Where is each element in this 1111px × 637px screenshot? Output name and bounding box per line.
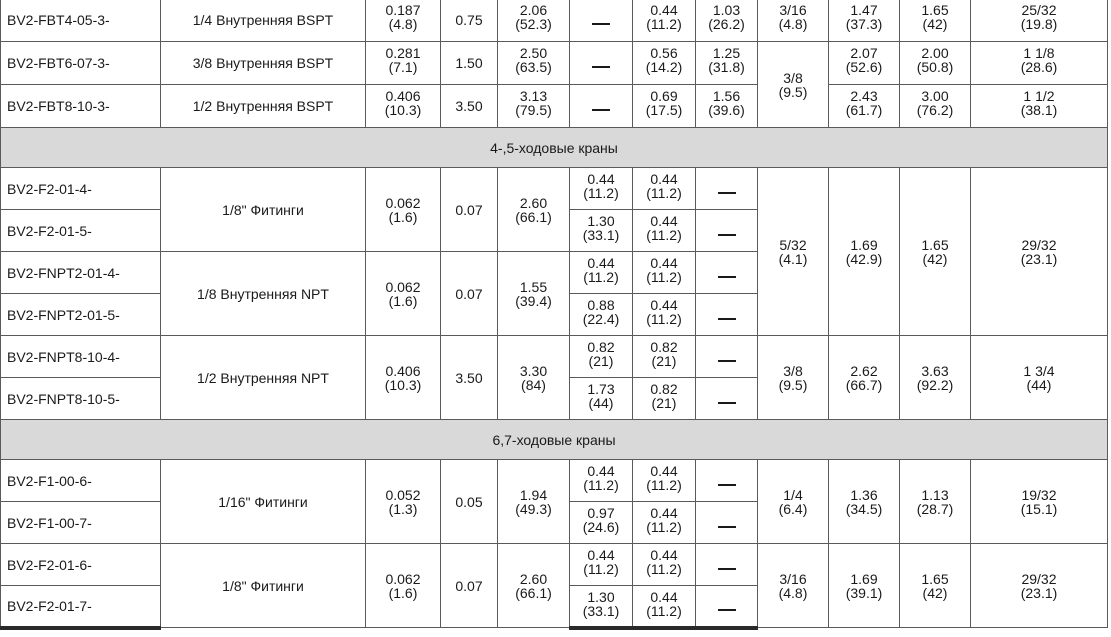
value-cell: 0.75 xyxy=(441,0,498,42)
value-cell: 0.69 (17.5) xyxy=(633,85,696,128)
value-cell: 0.062 (1.6) xyxy=(366,252,441,336)
value-cell: 2.00 (50.8) xyxy=(900,42,971,85)
value-cell: 3/16 (4.8) xyxy=(758,0,829,42)
value-cell: 1.65 (42) xyxy=(900,544,971,628)
dash-cell xyxy=(696,544,758,586)
value-cell: 0.44 (11.2) xyxy=(633,168,696,210)
dash-cell xyxy=(696,586,758,628)
section-header-row xyxy=(1,420,1108,460)
value-cell: 0.44 (11.2) xyxy=(633,0,696,42)
value-cell: 1.94 (49.3) xyxy=(498,460,570,544)
value-cell: 1 1/2 (38.1) xyxy=(971,85,1108,128)
value-cell: 0.062 (1.6) xyxy=(366,168,441,252)
part-number: BV2-F1-00-6- xyxy=(1,460,161,502)
value-cell: 0.07 xyxy=(441,544,498,628)
value-cell: 0.062 (1.6) xyxy=(366,544,441,628)
value-cell: 0.97 (24.6) xyxy=(570,502,633,544)
value-cell: 1.69 (39.1) xyxy=(829,544,900,628)
value-cell: 0.44 (11.2) xyxy=(570,168,633,210)
value-cell: 2.07 (52.6) xyxy=(829,42,900,85)
connection-description: 1/16" Фитинги xyxy=(161,460,366,544)
part-number: BV2-FNPT2-01-5- xyxy=(1,294,161,336)
value-cell: 2.60 (66.1) xyxy=(498,544,570,628)
connection-description: 1/8" Фитинги xyxy=(161,168,366,252)
value-cell: 3.30 (84) xyxy=(498,336,570,420)
value-cell: 0.82 (21) xyxy=(633,336,696,378)
dash-cell xyxy=(570,42,633,85)
value-cell: 0.07 xyxy=(441,252,498,336)
value-cell: 0.406 (10.3) xyxy=(366,85,441,128)
connection-description: 1/8 Внутренняя NPT xyxy=(161,252,366,336)
value-cell: 1.03 (26.2) xyxy=(696,0,758,42)
value-cell: 29/32 (23.1) xyxy=(971,168,1108,336)
value-cell: 25/32 (19.8) xyxy=(971,0,1108,42)
dash-cell xyxy=(696,460,758,502)
value-cell: 1.69 (42.9) xyxy=(829,168,900,336)
part-number: BV2-FBT8-10-3- xyxy=(1,85,161,128)
connection-description: 1/8" Фитинги xyxy=(161,544,366,628)
part-number: BV2-F2-01-4- xyxy=(1,168,161,210)
value-cell: 3.00 (76.2) xyxy=(900,85,971,128)
value-cell: 1.30 (33.1) xyxy=(570,586,633,628)
value-cell: 2.50 (63.5) xyxy=(498,42,570,85)
value-cell: 0.44 (11.2) xyxy=(633,586,696,628)
value-cell: 1/4 (6.4) xyxy=(758,460,829,544)
value-cell: 0.88 (22.4) xyxy=(570,294,633,336)
value-cell: 1 1/8 (28.6) xyxy=(971,42,1108,85)
value-cell: 19/32 (15.1) xyxy=(971,460,1108,544)
value-cell: 29/32 (23.1) xyxy=(971,544,1108,628)
value-cell: 0.44 (11.2) xyxy=(633,210,696,252)
part-number: BV2-F2-01-7- xyxy=(1,586,161,628)
value-cell: 0.44 (11.2) xyxy=(570,252,633,294)
dash-cell xyxy=(696,336,758,378)
value-cell: 3/8 (9.5) xyxy=(758,336,829,420)
value-cell: 1.36 (34.5) xyxy=(829,460,900,544)
value-cell: 1.13 (28.7) xyxy=(900,460,971,544)
table-row xyxy=(1,42,1108,85)
value-cell: 3.13 (79.5) xyxy=(498,85,570,128)
value-cell: 3.50 xyxy=(441,85,498,128)
table-row xyxy=(1,0,1108,42)
section-title: 6,7-ходовые краны xyxy=(1,420,1108,460)
value-cell: 0.44 (11.2) xyxy=(570,544,633,586)
section-title: 4-,5-ходовые краны xyxy=(1,128,1108,168)
part-number: BV2-F1-00-7- xyxy=(1,502,161,544)
table-row xyxy=(1,544,1108,586)
value-cell: 2.60 (66.1) xyxy=(498,168,570,252)
value-cell: 0.052 (1.3) xyxy=(366,460,441,544)
connection-description: 1/4 Внутренняя BSPT xyxy=(161,0,366,42)
part-number: BV2-FNPT8-10-4- xyxy=(1,336,161,378)
value-cell: 0.56 (14.2) xyxy=(633,42,696,85)
value-cell: 1.30 (33.1) xyxy=(570,210,633,252)
table-row xyxy=(1,460,1108,502)
value-cell: 1.55 (39.4) xyxy=(498,252,570,336)
connection-description: 3/8 Внутренняя BSPT xyxy=(161,42,366,85)
value-cell: 1.50 xyxy=(441,42,498,85)
value-cell: 1 3/4 (44) xyxy=(971,336,1108,420)
dash-cell xyxy=(570,85,633,128)
value-cell: 3/16 (4.8) xyxy=(758,544,829,628)
connection-description: 1/2 Внутренняя BSPT xyxy=(161,85,366,128)
value-cell: 1.65 (42) xyxy=(900,168,971,336)
value-cell: 0.82 (21) xyxy=(570,336,633,378)
value-cell: 0.07 xyxy=(441,168,498,252)
value-cell: 0.44 (11.2) xyxy=(633,252,696,294)
part-number: BV2-FBT4-05-3- xyxy=(1,0,161,42)
value-cell: 0.44 (11.2) xyxy=(570,460,633,502)
part-number: BV2-FNPT2-01-4- xyxy=(1,252,161,294)
part-number: BV2-F2-01-5- xyxy=(1,210,161,252)
value-cell: 5/32 (4.1) xyxy=(758,168,829,336)
value-cell: 0.187 (4.8) xyxy=(366,0,441,42)
value-cell: 2.06 (52.3) xyxy=(498,0,570,42)
dash-cell xyxy=(696,168,758,210)
part-number: BV2-FBT6-07-3- xyxy=(1,42,161,85)
dash-cell xyxy=(570,0,633,42)
dash-cell xyxy=(696,252,758,294)
value-cell: 0.44 (11.2) xyxy=(633,460,696,502)
value-cell: 1.65 (42) xyxy=(900,0,971,42)
value-cell: 0.05 xyxy=(441,460,498,544)
connection-description: 1/2 Внутренняя NPT xyxy=(161,336,366,420)
value-cell: 2.43 (61.7) xyxy=(829,85,900,128)
value-cell: 1.56 (39.6) xyxy=(696,85,758,128)
value-cell: 0.406 (10.3) xyxy=(366,336,441,420)
table-row xyxy=(1,85,1108,128)
value-cell: 3.50 xyxy=(441,336,498,420)
value-cell: 3.63 (92.2) xyxy=(900,336,971,420)
value-cell: 0.44 (11.2) xyxy=(633,294,696,336)
value-cell: 0.44 (11.2) xyxy=(633,544,696,586)
value-cell: 1.25 (31.8) xyxy=(696,42,758,85)
value-cell: 0.82 (21) xyxy=(633,378,696,420)
dash-cell xyxy=(696,502,758,544)
value-cell: 0.44 (11.2) xyxy=(633,502,696,544)
dash-cell xyxy=(696,378,758,420)
value-cell: 2.62 (66.7) xyxy=(829,336,900,420)
value-cell: 3/8 (9.5) xyxy=(758,42,829,128)
part-number: BV2-FNPT8-10-5- xyxy=(1,378,161,420)
value-cell: 0.281 (7.1) xyxy=(366,42,441,85)
dash-cell xyxy=(696,294,758,336)
section-header-row xyxy=(1,128,1108,168)
value-cell: 1.47 (37.3) xyxy=(829,0,900,42)
dash-cell xyxy=(696,210,758,252)
part-number: BV2-F2-01-6- xyxy=(1,544,161,586)
value-cell: 1.73 (44) xyxy=(570,378,633,420)
table-row xyxy=(1,168,1108,210)
table-row xyxy=(1,336,1108,378)
